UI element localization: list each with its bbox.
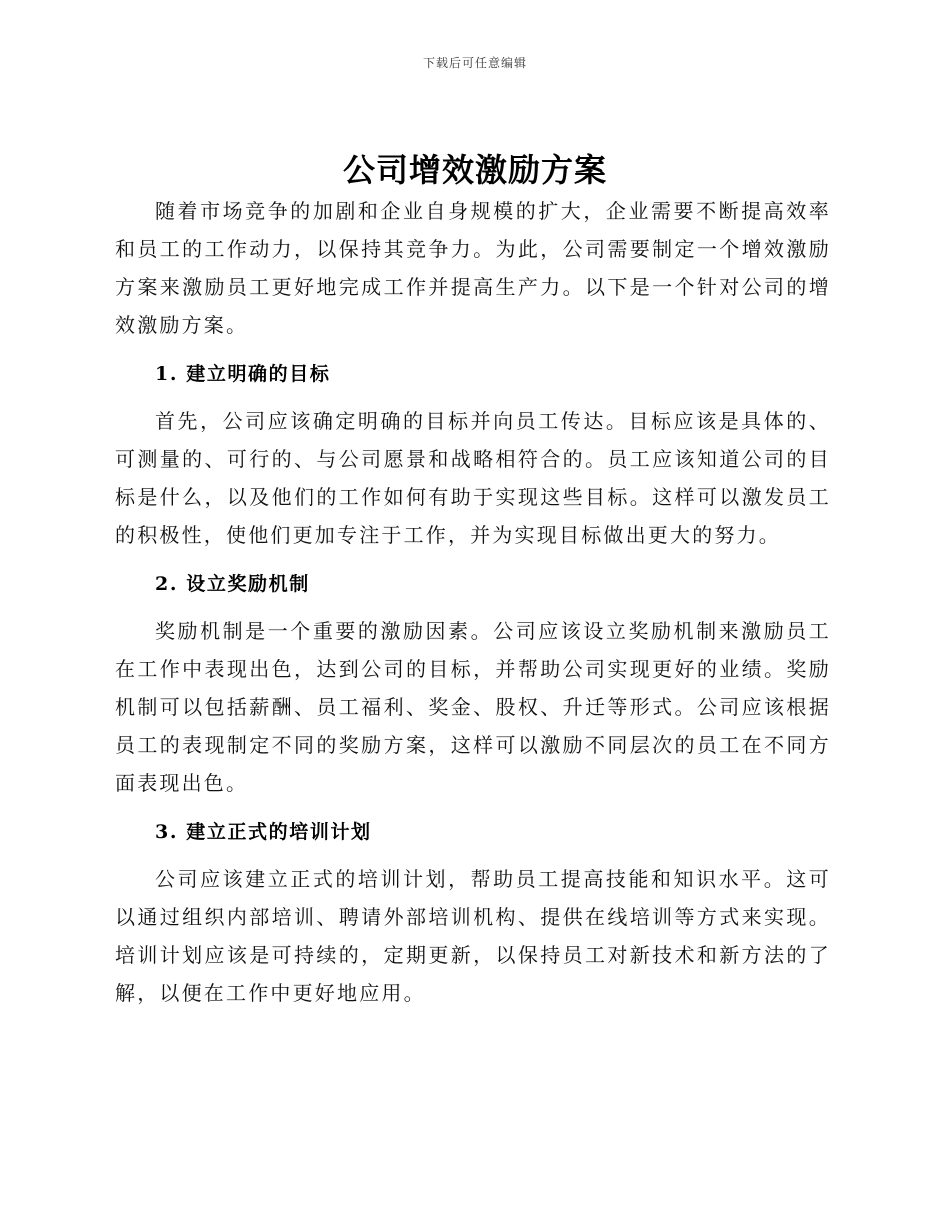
document-title: 公司增效激励方案 [342, 151, 607, 189]
section-body-goals: 首先，公司应该确定明确的目标并向员工传达。目标应该是具体的、可测量的、可行的、与公司愿景和战略相符合的。员工应该知道公司的目标是什么，以及他们的工作如何有助于实现这些目标。这样可以激发员工的积极性，使他们更加专注于工作，并为实现目标做出更大的努力。 [115, 409, 831, 547]
section-heading-goals: 1. 建立明确的目标 [155, 363, 331, 385]
document-body [115, 192, 831, 1012]
section-body-rewards: 奖励机制是一个重要的激励因素。公司应该设立奖励机制来激励员工在工作中表现出色，达到公司的目标，并帮助公司实现更好的业绩。奖励机制可以包括薪酬、员工福利、奖金、股权、升迁等形式。公司应该根据员工的表现制定不同的奖励方案，这样可以激励不同层次的员工在不同方面表现出色。 [115, 619, 831, 795]
section-body-training: 公司应该建立正式的培训计划，帮助员工提高技能和知识水平。这可以通过组织内部培训、聘请外部培训机构、提供在线培训等方式来实现。培训计划应该是可持续的，定期更新，以保持员工对新技术和新方法的了解，以便在工作中更好地应用。 [115, 867, 831, 1005]
intro-paragraph: 随着市场竞争的加剧和企业自身规模的扩大，企业需要不断提高效率和员工的工作动力，以保持其竞争力。为此，公司需要制定一个增效激励方案来激励员工更好地完成工作并提高生产力。以下是一个针对公司的增效激励方案。 [115, 199, 831, 337]
section-heading-rewards: 2. 设立奖励机制 [155, 573, 310, 595]
page-header-note: 下载后可任意编辑 [422, 56, 527, 70]
section-heading-training: 3. 建立正式的培训计划 [155, 821, 372, 843]
